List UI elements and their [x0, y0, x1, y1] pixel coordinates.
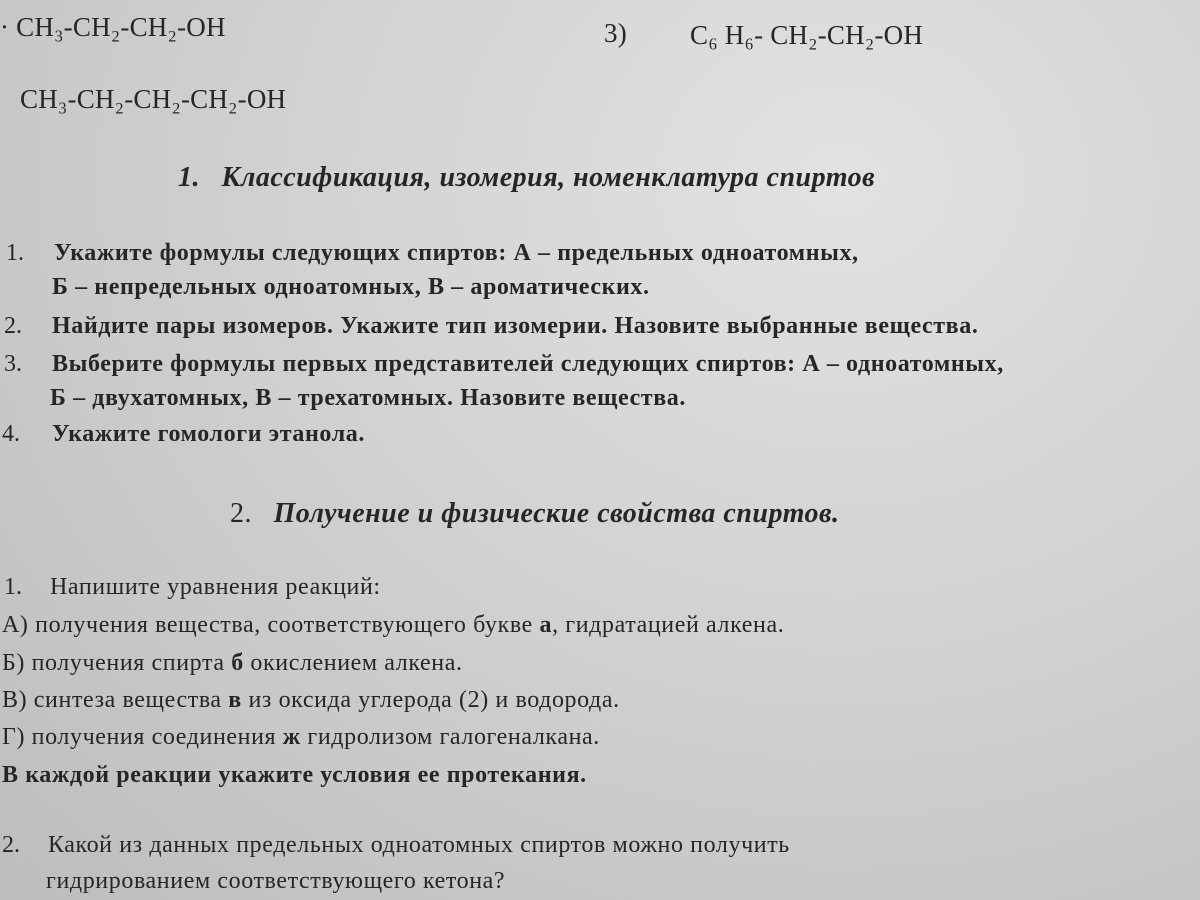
- formula-1: [0, 12, 226, 43]
- formula-3: C₆ H₆- CH₂-CH₂-OH: [690, 20, 924, 50]
- item-4-number: 4.: [2, 421, 20, 447]
- q1-number: 1.: [4, 574, 22, 600]
- item-3-line-2: Б – двухатомных, В – трехатомных. Назовите вещества.: [50, 385, 686, 411]
- section-1-heading: [178, 162, 875, 194]
- q1-part-b-letter: б: [231, 650, 244, 676]
- q1-part-d: [2, 724, 600, 751]
- q1-part-b-post: окислением алкена.: [243, 650, 463, 676]
- q1-part-c: [2, 687, 620, 714]
- q1-conditions: В каждой реакции укажите условия ее протекания.: [2, 762, 587, 788]
- item-2-line-1: Найдите пары изомеров. Укажите тип изомерии. Назовите выбранные вещества.: [52, 313, 979, 339]
- q1-part-b: [2, 650, 463, 677]
- formula-4: CH₃-CH₂-CH₂-CH₂-OH: [20, 84, 287, 114]
- q1-part-c-letter: в: [228, 687, 242, 713]
- q1-part-a: [2, 612, 784, 639]
- formula-1-text: CH₃-CH₂-CH₂-OH: [16, 12, 226, 42]
- item-3-line-1: Выберите формулы первых представителей следующих спиртов: А – одноатомных,: [52, 351, 1004, 377]
- item-4-line-1: Укажите гомологи этанола.: [52, 421, 365, 447]
- item-1-number: 1.: [6, 240, 24, 266]
- q1-part-b-pre: Б) получения спирта: [2, 650, 232, 676]
- q1-part-d-letter: ж: [282, 724, 301, 750]
- section-1-title: Классификация, изомерия, номенклатура спиртов: [221, 162, 876, 193]
- formula-1-bullet: ·: [0, 12, 10, 42]
- q1-part-a-pre: А) получения вещества, соответствующего букве: [2, 612, 540, 638]
- section-2-number: 2.: [230, 498, 252, 529]
- q2-line-1: Какой из данных предельных одноатомных спиртов можно получить: [48, 832, 790, 858]
- q1-part-c-pre: В) синтеза вещества: [2, 687, 229, 713]
- section-2-title: Получение и физические свойства спиртов.: [273, 498, 840, 529]
- item-2-number: 2.: [4, 313, 22, 339]
- q1-part-a-letter: а: [539, 612, 553, 638]
- formula-3-number: 3): [604, 18, 627, 48]
- q1-text: Напишите уравнения реакций:: [50, 574, 381, 600]
- section-1-number: 1.: [178, 162, 200, 193]
- q1-part-c-post: из оксида углерода (2) и водорода.: [241, 687, 620, 713]
- q2-number: 2.: [2, 832, 20, 858]
- q1-part-d-pre: Г) получения соединения: [2, 724, 283, 750]
- item-1-line-1: Укажите формулы следующих спиртов: А – предельных одноатомных,: [54, 240, 859, 266]
- item-1-line-2: Б – непредельных одноатомных, В – ароматических.: [52, 274, 650, 300]
- item-3-number: 3.: [4, 351, 22, 377]
- q1-part-d-post: гидролизом галогеналкана.: [300, 724, 600, 750]
- q1-part-a-post: , гидратацией алкена.: [552, 612, 785, 638]
- section-2-heading: [230, 498, 840, 530]
- q2-line-2: гидрированием соответствующего кетона?: [46, 868, 506, 894]
